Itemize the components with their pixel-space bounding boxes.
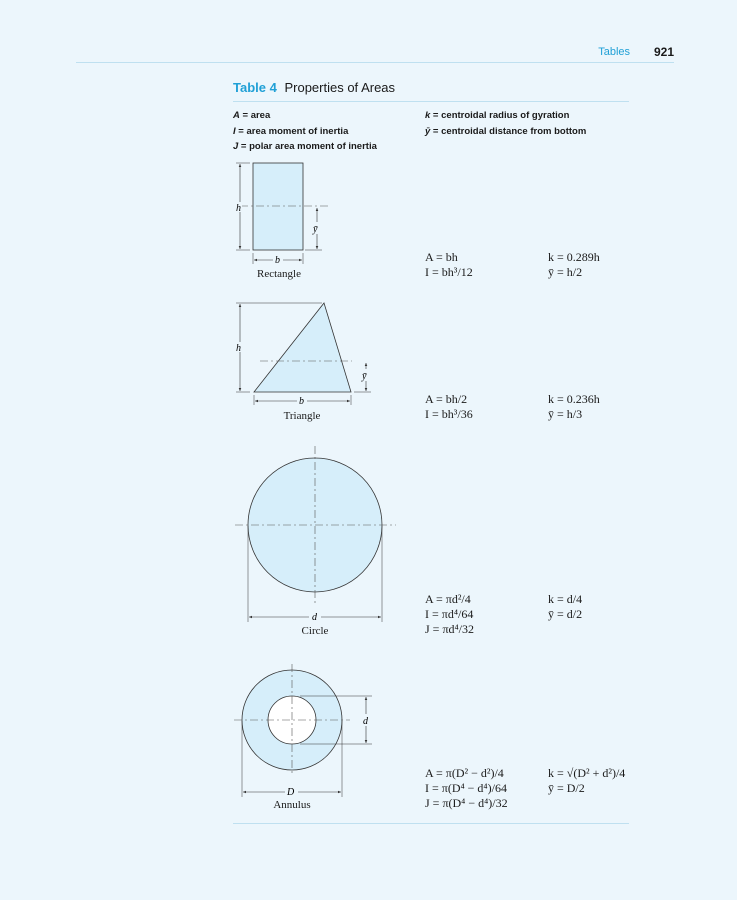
triangle-h-label: h — [236, 343, 241, 354]
annulus-figure — [234, 664, 372, 798]
rectangle-b-label: b — [275, 255, 280, 266]
annulus-D-label: D — [287, 787, 295, 798]
rectangle-figure — [232, 163, 330, 266]
circle-figure — [235, 446, 396, 623]
formula-centroid: ȳ = h/3 — [548, 407, 583, 421]
legend-item-radius: k = centroidal radius of gyration — [425, 110, 570, 121]
rectangle-shape — [253, 163, 303, 250]
table-number: Table 4 — [233, 80, 277, 95]
formula-radius: k = 0.236h — [548, 392, 600, 406]
formula-polar: J = π(D⁴ − d⁴)/32 — [425, 796, 508, 810]
circle-label: Circle — [301, 625, 329, 637]
rectangle-formulas-right — [548, 250, 600, 280]
formula-area: A = bh — [425, 250, 458, 264]
page-number: 921 — [653, 45, 674, 59]
legend-item-polar: J = polar area moment of inertia — [233, 141, 377, 152]
formula-area: A = bh/2 — [425, 392, 468, 406]
circle-d-label: d — [312, 612, 317, 623]
formula-radius: k = √(D² + d²)/4 — [548, 766, 626, 780]
formula-centroid: ȳ = h/2 — [548, 265, 583, 279]
formula-centroid: ȳ = d/2 — [548, 607, 583, 621]
circle-formulas-right — [548, 592, 582, 622]
annulus-formulas-right — [548, 766, 625, 796]
formula-inertia: I = bh³/12 — [425, 265, 473, 279]
rectangle-formulas-left — [425, 250, 473, 280]
triangle-label: Triangle — [283, 410, 321, 422]
formula-radius: k = 0.289h — [548, 250, 600, 264]
section-title: Tables — [598, 46, 630, 58]
legend-item-area: A = area — [233, 110, 271, 121]
formula-inertia: I = π(D⁴ − d⁴)/64 — [425, 781, 507, 795]
legend-item-moment: I = area moment of inertia — [233, 125, 349, 137]
table-bottom-rule — [233, 823, 629, 824]
annulus-formulas-left — [425, 766, 508, 811]
triangle-formulas-left — [425, 392, 473, 422]
rectangle-h-label: h — [236, 203, 241, 214]
formula-centroid: ȳ = D/2 — [548, 781, 585, 795]
triangle-figure — [232, 303, 372, 407]
table-title: Properties of Areas — [284, 80, 396, 95]
formula-inertia: I = bh³/36 — [425, 407, 473, 421]
formula-radius: k = d/4 — [548, 592, 583, 606]
formula-inertia: I = πd⁴/64 — [425, 607, 474, 621]
triangle-b-label: b — [299, 396, 304, 407]
rectangle-y-label: ȳ — [313, 224, 318, 235]
formula-polar: J = πd⁴/32 — [425, 622, 475, 636]
annulus-label: Annulus — [273, 799, 311, 811]
formula-area: A = π(D² − d²)/4 — [425, 766, 504, 780]
triangle-y-label: ȳ — [362, 371, 367, 382]
triangle-formulas-right — [548, 392, 600, 422]
triangle-shape — [254, 303, 351, 392]
rectangle-label: Rectangle — [257, 268, 301, 280]
legend-item-centroid: ȳ = centroidal distance from bottom — [425, 125, 587, 137]
annulus-d-label: d — [363, 716, 368, 727]
formula-area: A = πd²/4 — [425, 592, 471, 606]
circle-formulas-left — [425, 592, 474, 637]
